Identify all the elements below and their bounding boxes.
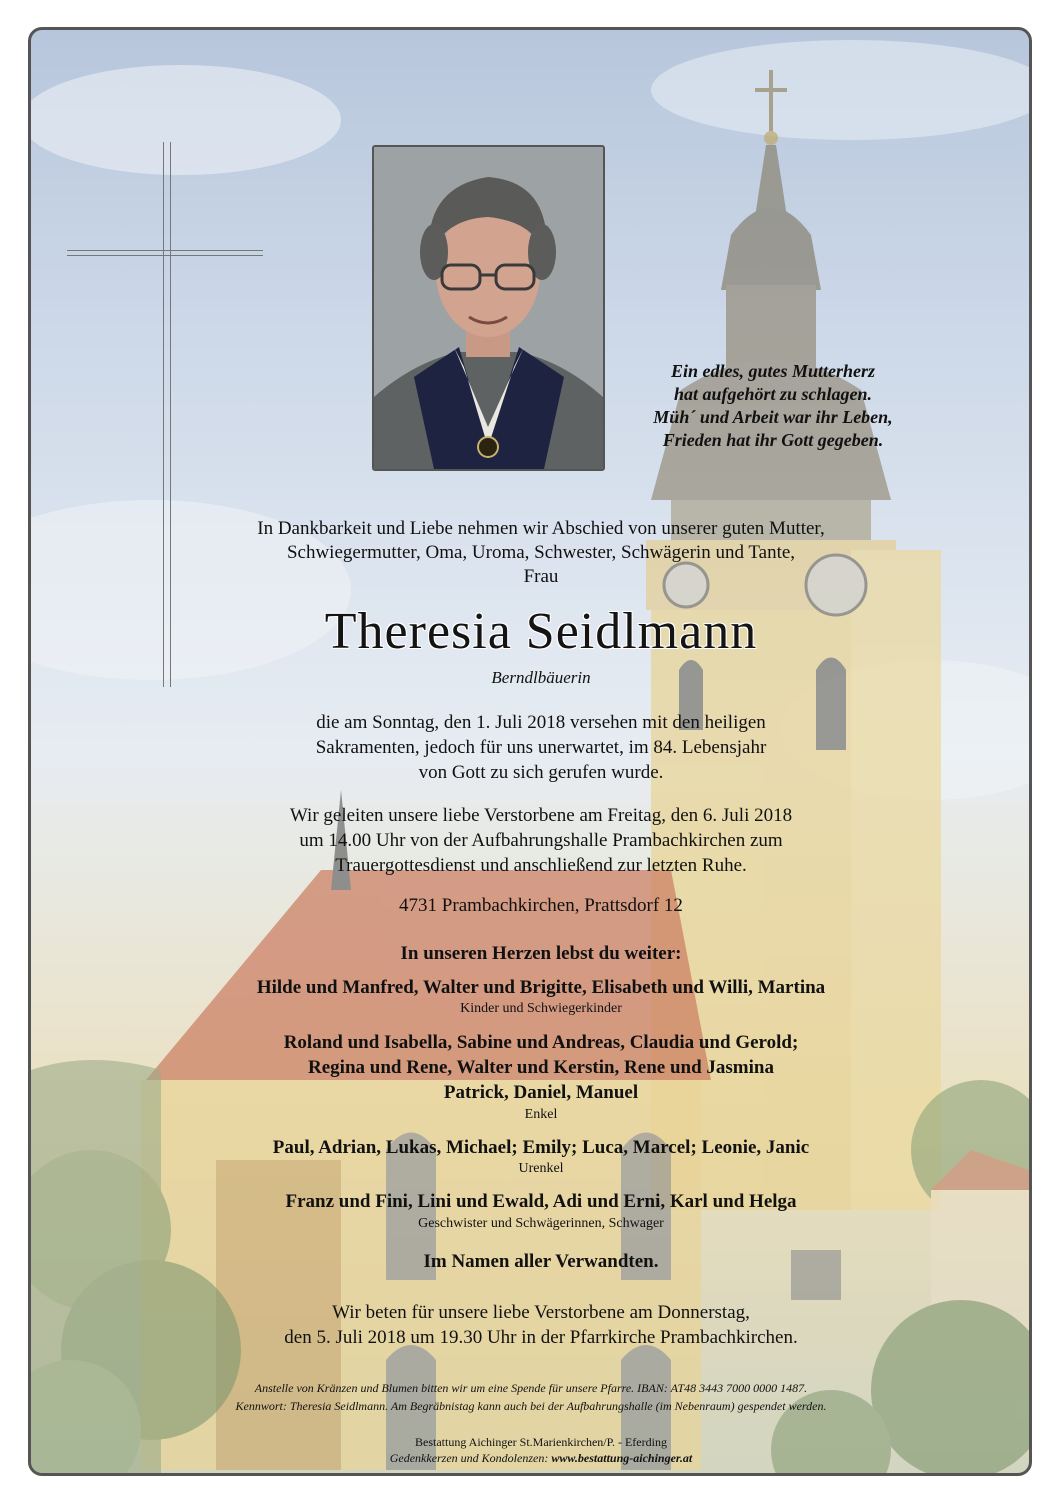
closing-line: Im Namen aller Verwandten.	[423, 1251, 659, 1272]
address: 4731 Prambachkirchen, Prattsdorf 12	[399, 895, 683, 916]
intro-line: Schwiegermutter, Oma, Uroma, Schwester, Schwägerin und Tante,	[286, 542, 796, 563]
poem-line: Frieden hat ihr Gott gegeben.	[662, 430, 884, 450]
donation-line: Anstelle von Kränzen und Blumen bitten wir um eine Spende für unsere Pfarre. IBAN: AT48 3443 7000 0000 1487.	[254, 1381, 808, 1395]
prayer-notice	[101, 1300, 981, 1350]
intro-text	[101, 517, 981, 589]
grandchildren-names	[101, 1030, 981, 1105]
grandchildren-line: Regina und Rene, Walter und Kerstin, Rene und Jasmina	[308, 1057, 774, 1078]
death-notice-line: Sakramenten, jedoch für uns unerwartet, im 84. Lebensjahr	[315, 737, 767, 758]
grandchildren-line: Roland und Isabella, Sabine und Andreas, Claudia und Gerold;	[283, 1032, 799, 1053]
funeral-home-footer	[101, 1434, 981, 1466]
condolence-label: Gedenkkerzen und Kondolenzen:	[389, 1451, 552, 1465]
prayer-line: Wir beten für unsere liebe Verstorbene am Donnerstag,	[332, 1302, 750, 1323]
donation-note	[51, 1379, 1011, 1415]
funeral-line: Trauergottesdienst und anschließend zur letzten Ruhe.	[335, 855, 747, 876]
death-notice-line: die am Sonntag, den 1. Juli 2018 versehen mit den heiligen	[316, 712, 766, 733]
intro-line: Frau	[523, 566, 559, 587]
website-link[interactable]: www.bestattung-aichinger.at	[551, 1451, 693, 1465]
poem-line: Ein edles, gutes Mutterherz	[670, 361, 876, 381]
mourners-heading: In unseren Herzen lebst du weiter:	[400, 943, 682, 964]
funeral-line: um 14.00 Uhr von der Aufbahrungshalle Prambachkirchen zum	[299, 830, 783, 851]
grandchildren-role: Enkel	[524, 1107, 558, 1122]
deceased-name: Theresia Seidlmann	[324, 603, 758, 660]
funeral-notice	[101, 803, 981, 878]
donation-line: Kennwort: Theresia Seidlmann. Am Begräbnistag kann auch bei der Aufbahrungshalle (im Nebenraum) gespendet werden.	[235, 1399, 827, 1413]
death-notice-line: von Gott zu sich gerufen wurde.	[418, 762, 664, 783]
cross-symbol-horizontal	[67, 250, 263, 256]
children-names: Hilde und Manfred, Walter und Brigitte, Elisabeth und Willi, Martina	[256, 977, 826, 998]
siblings-names: Franz und Fini, Lini und Ewald, Adi und Erni, Karl und Helga	[285, 1191, 797, 1212]
portrait-photo	[372, 145, 605, 471]
parte-card	[28, 27, 1032, 1476]
death-notice	[101, 710, 981, 785]
deceased-nickname: Berndlbäuerin	[491, 668, 591, 687]
grandchildren-line: Patrick, Daniel, Manuel	[443, 1082, 639, 1103]
poem-line: Müh´ und Arbeit war ihr Leben,	[653, 407, 893, 427]
memorial-poem	[623, 360, 923, 452]
siblings-role: Geschwister und Schwägerinnen, Schwager	[418, 1216, 664, 1231]
intro-line: In Dankbarkeit und Liebe nehmen wir Abschied von unserer guten Mutter,	[257, 518, 825, 539]
poem-line: hat aufgehört zu schlagen.	[673, 384, 873, 404]
funeral-line: Wir geleiten unsere liebe Verstorbene am Freitag, den 6. Juli 2018	[289, 805, 793, 826]
condolence-line	[101, 1450, 981, 1466]
prayer-line: den 5. Juli 2018 um 19.30 Uhr in der Pfarrkirche Prambachkirchen.	[284, 1327, 798, 1348]
children-role: Kinder und Schwiegerkinder	[460, 1001, 622, 1016]
great-grandchildren-names: Paul, Adrian, Lukas, Michael; Emily; Luca, Marcel; Leonie, Janic	[272, 1137, 810, 1158]
great-grandchildren-role: Urenkel	[518, 1161, 564, 1176]
funeral-home-name: Bestattung Aichinger St.Marienkirchen/P. - Eferding	[415, 1435, 667, 1449]
